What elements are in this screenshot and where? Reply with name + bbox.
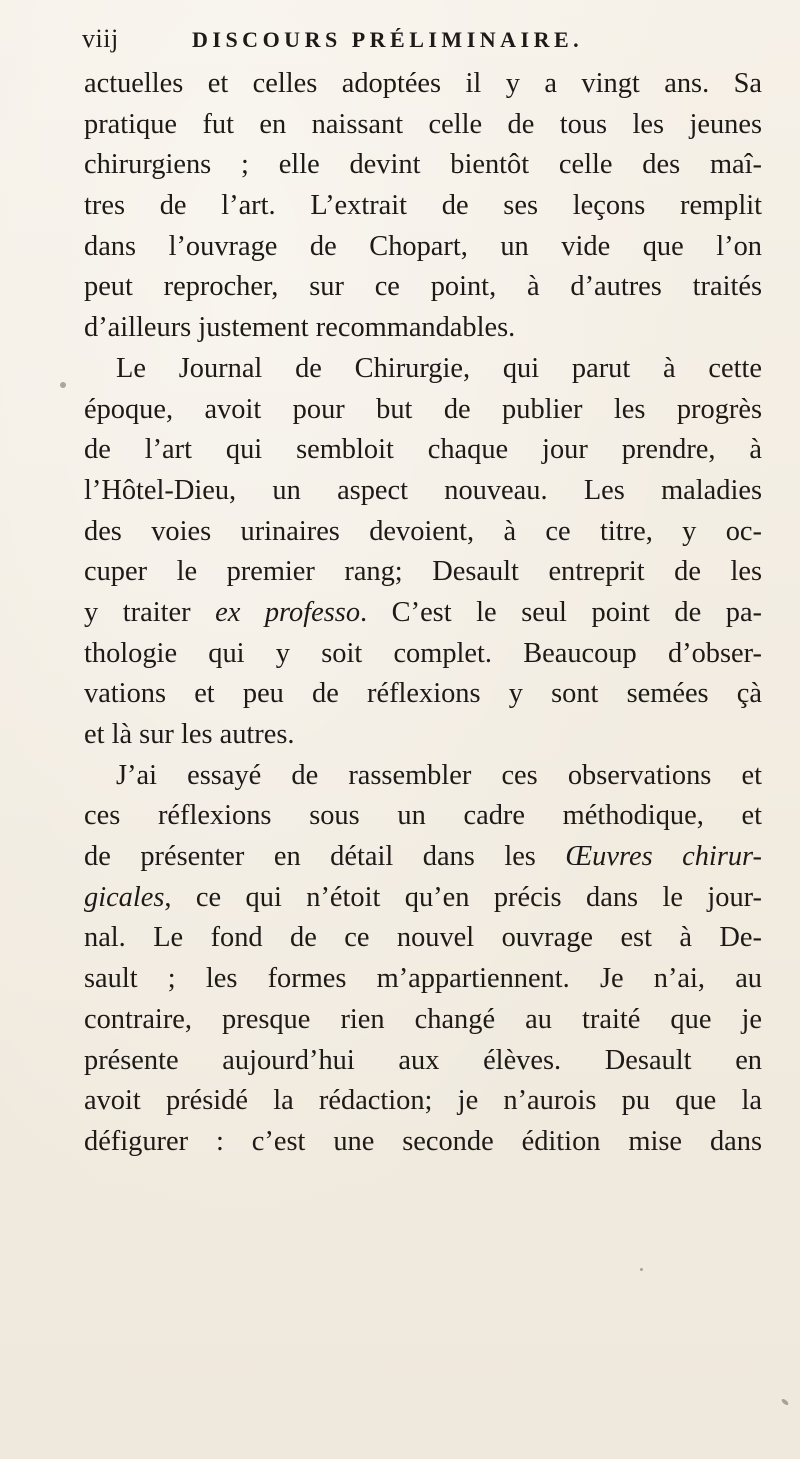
- text-line: des voies urinaires devoient, à ce titre, y oc-: [84, 515, 762, 547]
- text-line: sault ; les formes m’appartiennent. Je n’ai, au: [84, 963, 762, 995]
- text-line: nal. Le fond de ce nouvel ouvrage est à De-: [84, 922, 762, 954]
- text-line: peut reprocher, sur ce point, à d’autres traités: [84, 271, 762, 303]
- paper-speck: [781, 1398, 790, 1406]
- text-line: chirurgiens ; elle devint bientôt celle des maî-: [84, 149, 762, 181]
- paper-speck: [640, 1268, 643, 1271]
- page-number: viij: [82, 24, 119, 53]
- paragraph-last-line: et là sur les autres.: [84, 719, 295, 750]
- text-line: contraire, presque rien changé au traité que je: [84, 1003, 762, 1035]
- text-line: présente aujourd’hui aux élèves. Desault en: [84, 1044, 762, 1076]
- text-line: ces réflexions sous un cadre méthodique, et: [84, 800, 762, 832]
- text-line: défigurer : c’est une seconde édition mise dans: [84, 1125, 762, 1157]
- text-line: de l’art qui sembloit chaque jour prendre, à: [84, 434, 762, 466]
- text-line: cuper le premier rang; Desault entreprit de les: [84, 556, 762, 588]
- text-line: dans l’ouvrage de Chopart, un vide que l’on: [84, 230, 762, 262]
- running-head: [82, 24, 742, 68]
- text-line: de présenter en détail dans les Œuvres chirur-: [84, 841, 762, 873]
- text-line: vations et peu de réflexions y sont semées çà: [84, 678, 762, 710]
- text-line: tres de l’art. L’extrait de ses leçons remplit: [84, 190, 762, 222]
- text-line: avoit présidé la rédaction; je n’aurois pu que la: [84, 1085, 762, 1117]
- text-line: l’Hôtel-Dieu, un aspect nouveau. Les maladies: [84, 474, 762, 506]
- body-text: [84, 64, 762, 1163]
- text-line: actuelles et celles adoptées il y a vingt ans. Sa: [84, 68, 762, 99]
- running-title: DISCOURS PRÉLIMINAIRE.: [192, 27, 584, 52]
- italic-work-title: Œuvres chirur-: [565, 841, 762, 873]
- paragraph-first-line: Le Journal de Chirurgie, qui parut à cette: [116, 352, 762, 384]
- paper-speck: [60, 382, 66, 388]
- text-line: thologie qui y soit complet. Beaucoup d’obser-: [84, 637, 762, 669]
- text-line: époque, avoit pour but de publier les progrès: [84, 393, 762, 425]
- italic-latin-phrase: ex professo: [215, 596, 361, 628]
- text-line: pratique fut en naissant celle de tous les jeunes: [84, 108, 762, 140]
- text-line: gicales, ce qui n’étoit qu’en précis dans le jour-: [84, 881, 762, 913]
- text-line: y traiter ex professo. C’est le seul point de pa-: [84, 596, 763, 628]
- paragraph-last-line: d’ailleurs justement recommandables.: [84, 312, 516, 344]
- paragraph-first-line: J’ai essayé de rassembler ces observations et: [116, 759, 762, 791]
- italic-work-title: gicales: [84, 881, 165, 913]
